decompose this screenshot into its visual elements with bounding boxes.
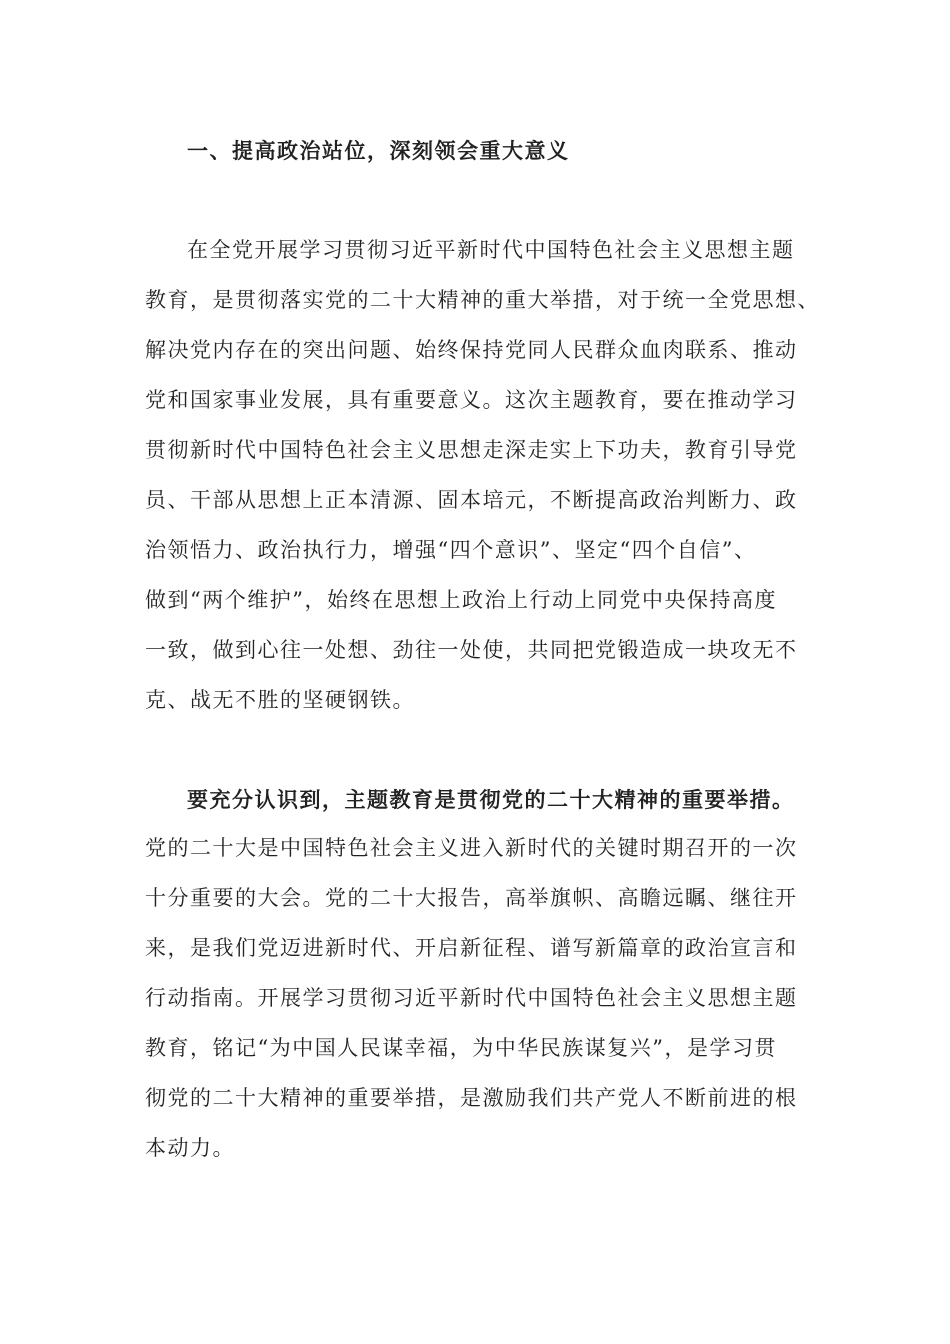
paragraph-line: 十分重要的大会。党的二十大报告，高举旗帜、高瞻远瞩、继往开	[145, 886, 798, 910]
paragraph-line: 行动指南。开展学习贯彻习近平新时代中国特色社会主义思想主题	[145, 986, 798, 1010]
paragraph-line: 彻党的二十大精神的重要举措，是激励我们共产党人不断前进的根	[145, 1086, 798, 1110]
paragraph-line: 来，是我们党迈进新时代、开启新征程、谱写新篇章的政治宣言和	[145, 936, 798, 960]
paragraph-line: 做到“两个维护”，始终在思想上政治上行动上同党中央保持高度	[145, 588, 777, 612]
paragraph-lead-sentence: 要充分认识到，主题教育是贯彻党的二十大精神的重要举措。	[187, 787, 795, 812]
paragraph-line: 教育，铭记“为中国人民谋幸福，为中华民族谋复兴”，是学习贯	[145, 1036, 777, 1060]
paragraph-line: 贯彻新时代中国特色社会主义思想走深走实上下功夫，教育引导党	[145, 438, 798, 462]
paragraph-line: 党和国家事业发展，具有重要意义。这次主题教育，要在推动学习	[145, 388, 798, 412]
paragraph-line: 在全党开展学习贯彻习近平新时代中国特色社会主义思想主题	[187, 238, 795, 262]
paragraph-line: 教育，是贯彻落实党的二十大精神的重大举措，对于统一全党思想、	[145, 288, 820, 312]
paragraph-line: 治领悟力、政治执行力，增强“四个意识”、坚定“四个自信”、	[145, 538, 757, 562]
paragraph-line: 员、干部从思想上正本清源、固本培元，不断提高政治判断力、政	[145, 488, 798, 512]
paragraph-line: 克、战无不胜的坚硬钢铁。	[145, 688, 415, 712]
paragraph-line: 一致，做到心往一处想、劲往一处使，共同把党锻造成一块攻无不	[145, 638, 798, 662]
paragraph-line: 本动力。	[145, 1136, 235, 1160]
paragraph-line: 党的二十大是中国特色社会主义进入新时代的关键时期召开的一次	[145, 836, 798, 860]
paragraph-line: 解决党内存在的突出问题、始终保持党同人民群众血肉联系、推动	[145, 338, 798, 362]
section-heading: 一、提高政治站位，深刻领会重大意义	[187, 138, 570, 163]
